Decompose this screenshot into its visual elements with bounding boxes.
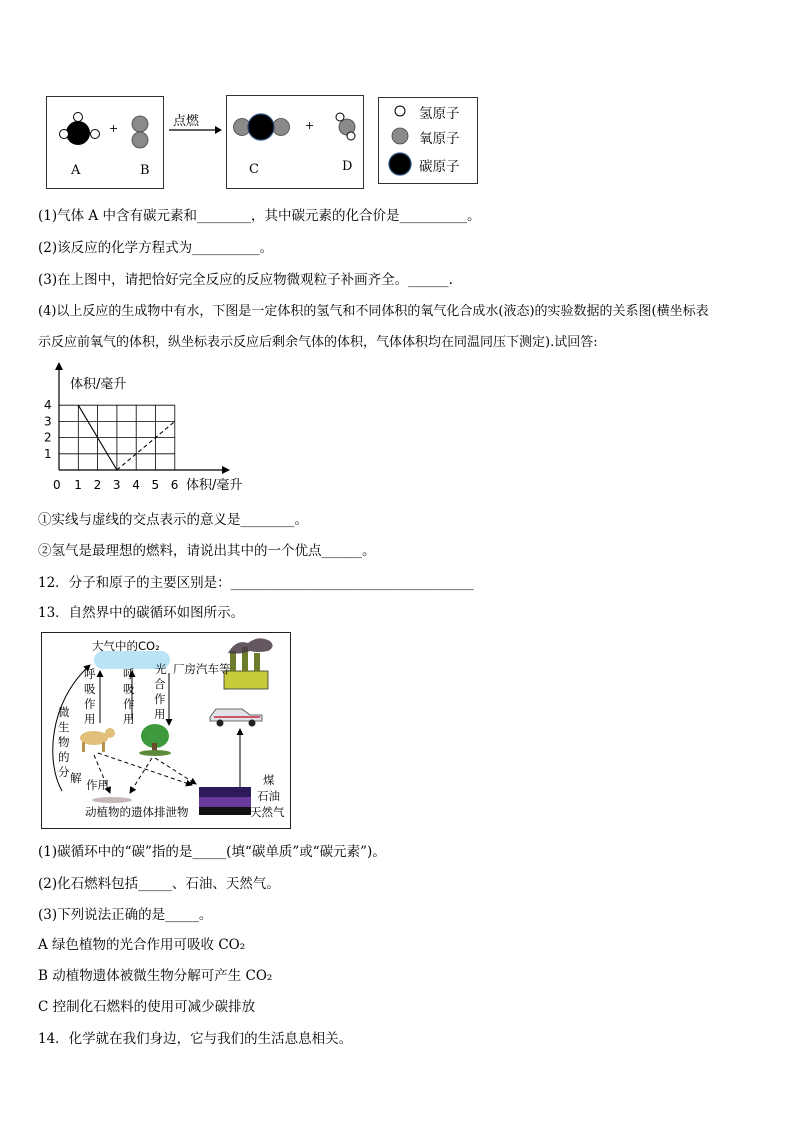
respiration-label-2 (123, 667, 137, 727)
q14-text: 14．化学就在我们身边，它与我们的生活息息相关。 (38, 1031, 353, 1047)
q13-title: 13．自然界中的碳循环如图所示。 (38, 605, 245, 621)
oxygen-atom-icon (273, 119, 290, 136)
gas-label: 天然气 (250, 805, 285, 819)
oil-label: 石油 (257, 789, 280, 803)
reaction-arrow-icon (167, 124, 223, 136)
dashed-arrow-tree-remains (130, 758, 152, 793)
graph-grid (59, 405, 175, 470)
oxygen-atom-icon (132, 116, 148, 132)
x-tick-label: 2 (93, 478, 102, 492)
oxygen-atom-icon (392, 128, 408, 144)
legend-hydrogen: 氢原子 (419, 106, 460, 122)
photosynthesis-char: 作 (154, 692, 166, 706)
respiration-2-char: 用 (123, 712, 135, 726)
dashed-arrow-tree-fuel (155, 758, 196, 784)
respiration-label-1 (84, 667, 98, 727)
photosynthesis-char: 合 (154, 677, 166, 691)
legend-icons (379, 98, 419, 183)
q11-part4-line2: 示反应前氧气的体积，纵坐标表示反应后剩余气体的体积，气体体积均在同温同压下测定).试回答: (38, 335, 598, 350)
x-tick-label: 3 (112, 478, 121, 492)
x-axis-arrow-icon (222, 466, 230, 474)
product-box (226, 95, 364, 189)
microbe-char: 生 (58, 720, 70, 734)
hydrogen-atom-icon (91, 130, 100, 139)
coal-label: 煤 (263, 773, 275, 787)
oil-layer (199, 797, 251, 807)
q12-text: 12．分子和原子的主要区别是：____________________________________ (38, 575, 474, 591)
y-axis-label: 体积/毫升 (70, 377, 127, 392)
q13-part3: (3)下列说法正确的是_____。 (38, 907, 213, 923)
q13-option-b: B 动植物遗体被微生物分解可产生 CO₂ (38, 968, 273, 984)
co2-label: 大气中的CO₂ (92, 639, 160, 653)
guang-label: 光 (155, 662, 167, 676)
y-tick-labels (44, 398, 52, 461)
label-a: A (71, 163, 81, 178)
car-icon (210, 709, 262, 727)
x-tick-label: 1 (74, 478, 82, 492)
hydrogen-atom-icon (74, 113, 83, 122)
carbon-atom-icon (248, 114, 274, 140)
respiration-1-char: 呼 (84, 667, 96, 681)
q13-option-a: A 绿色植物的光合作用可吸收 CO₂ (38, 937, 246, 953)
microbe-char: 微 (58, 705, 70, 719)
dashed-series-line (117, 421, 175, 470)
respiration-2-char: 呼 (123, 667, 135, 681)
respiration-1-char: 用 (84, 712, 96, 726)
gas-layer (199, 807, 251, 815)
respiration-1-char: 吸 (84, 682, 96, 696)
carbon-atom-icon (66, 121, 90, 145)
remains-label: 动植物的遗体排泄物 (85, 805, 189, 819)
respiration-2-char: 作 (123, 697, 135, 711)
photosynthesis-label (154, 677, 168, 722)
carbon-atom-icon (389, 153, 411, 175)
carbon-cycle-diagram (41, 632, 291, 829)
atom-legend (378, 97, 478, 184)
q13-part1: (1)碳循环中的“碳”指的是_____(填“碳单质”或“碳元素”)。 (38, 844, 386, 860)
plus-sign: + (305, 119, 315, 132)
jie-label: 解 (70, 771, 82, 785)
hydrogen-atom-icon (395, 106, 405, 116)
y-tick-label: 3 (44, 414, 52, 429)
factory-icon (224, 638, 273, 689)
ignite-label: 点燃 (173, 114, 200, 129)
plus-sign: + (109, 122, 119, 135)
x-tick-label: 6 (170, 478, 179, 492)
legend-oxygen: 氧原子 (419, 131, 460, 147)
q11-sub1: ①实线与虚线的交点表示的意义是________。 (38, 512, 308, 528)
x-axis-label: 体积/毫升 (186, 478, 243, 493)
x-tick-labels (53, 478, 178, 492)
cow-icon (80, 728, 115, 752)
q13-part2: (2)化石燃料包括_____、石油、天然气。 (38, 876, 280, 892)
hydrogen-atom-icon (60, 130, 69, 139)
q11-part4-line1: (4)以上反应的生成物中有水，下图是一定体积的氢气和不同体积的氧气化合成水(液态)的实验数据的关系图(横坐标表 (38, 304, 709, 319)
x-tick-label: 0 (53, 478, 61, 492)
product-molecules (227, 96, 363, 188)
hydrogen-atom-icon (336, 113, 344, 121)
volume-graph (38, 362, 268, 500)
dashed-arrow-cow-fuel (98, 753, 192, 785)
respiration-2-char: 吸 (123, 682, 135, 696)
y-axis-arrow-icon (55, 362, 63, 370)
y-tick-label: 2 (44, 430, 52, 445)
reactant-box (46, 96, 164, 189)
q11-part3: (3)在上图中，请把恰好完全反应的反应物微观粒子补画齐全。______. (38, 272, 453, 288)
microbe-char: 的 (58, 750, 70, 764)
hydrogen-atom-icon (347, 132, 355, 140)
label-b: B (140, 163, 150, 178)
photosynthesis-char: 用 (154, 707, 166, 721)
zuoyong-label: 作用 (86, 778, 109, 792)
y-tick-label: 1 (44, 446, 52, 461)
microbe-char: 分 (58, 765, 70, 779)
remains-icon (92, 797, 132, 803)
legend-carbon: 碳原子 (419, 159, 460, 175)
coal-layer (199, 787, 251, 797)
microbe-label (58, 705, 72, 780)
q11-sub2: ②氢气是最理想的燃料，请说出其中的一个优点______。 (38, 543, 376, 559)
x-tick-label: 5 (151, 478, 160, 492)
tree-icon (139, 724, 171, 756)
factory-label: 厂房汽车等 (173, 662, 231, 676)
q13-option-c: C 控制化石燃料的使用可减少碳排放 (38, 999, 256, 1015)
label-d: D (342, 159, 353, 174)
microbe-char: 物 (58, 735, 70, 749)
y-tick-label: 4 (44, 398, 52, 413)
respiration-1-char: 作 (84, 697, 96, 711)
oxygen-atom-icon (132, 132, 148, 148)
x-tick-label: 4 (132, 478, 140, 492)
q11-part2: (2)该反应的化学方程式为__________。 (38, 240, 274, 256)
q11-part1: (1)气体 A 中含有碳元素和________，其中碳元素的化合价是__________。 (38, 208, 481, 224)
label-c: C (249, 162, 259, 177)
